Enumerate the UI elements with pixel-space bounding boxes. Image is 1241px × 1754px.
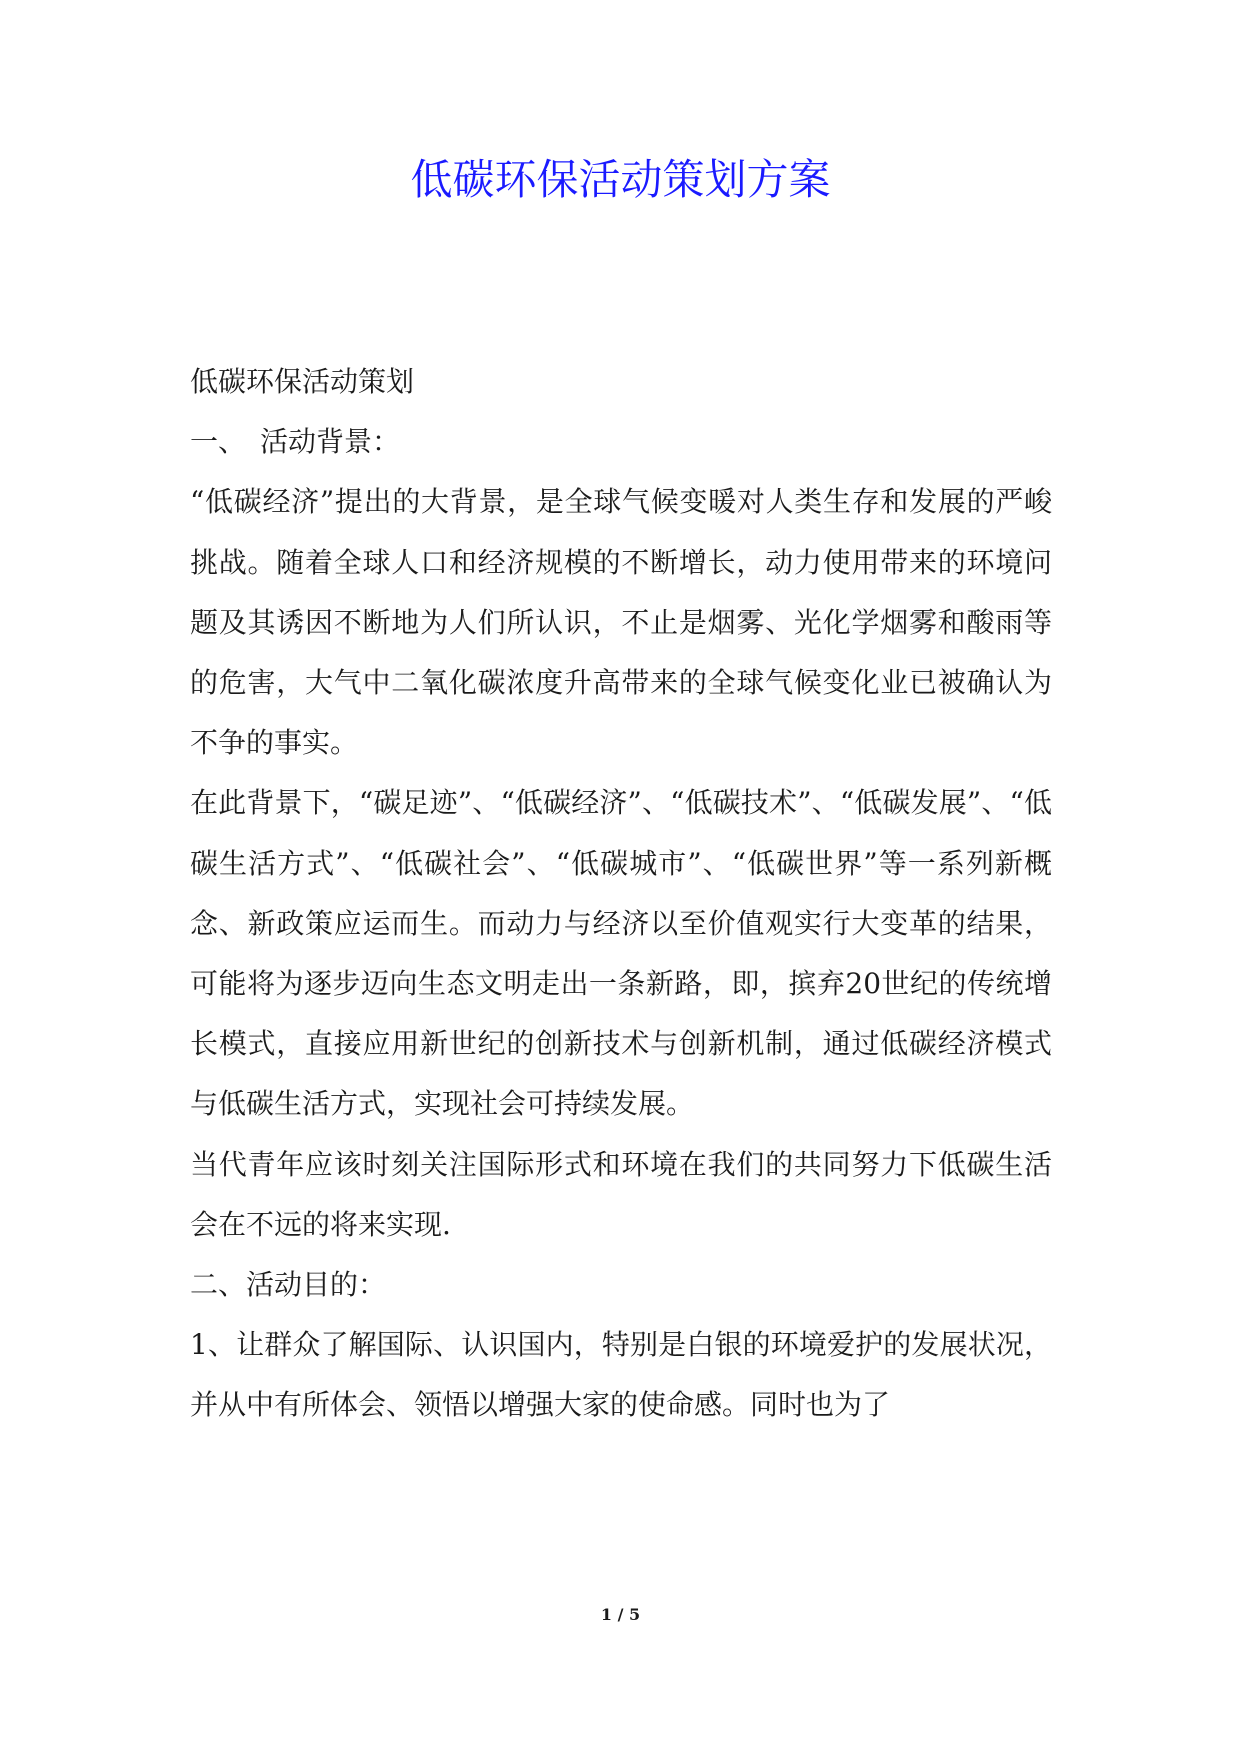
document-title: 低碳环保活动策划方案: [410, 155, 831, 204]
section-heading: 低碳环保活动策划: [190, 365, 415, 398]
body-paragraph: 1、让群众了解国际、认识国内，特别是白银的环境爱护的发展状况，并从中有所体会、领悟以增强大家的使命感。同时也为了: [190, 1328, 1052, 1422]
body-paragraph: “低碳经济”提出的大背景，是全球气候变暖对人类生存和发展的严峻挑战。随着全球人口和经济规模的不断增长，动力使用带来的环境问题及其诱因不断地为人们所认识，不止是烟雾、光化学烟雾和酸雨等的危害，大气中二氧化碳浓度升高带来的全球气候变化业已被确认为不争的事实。: [190, 485, 1052, 760]
body-paragraph: 当代青年应该时刻关注国际形式和环境在我们的共同努力下低碳生活会在不远的将来实现.: [190, 1147, 1052, 1241]
document-body: [190, 352, 1052, 1436]
section-heading: 一、 活动背景：: [190, 425, 401, 459]
page-number: 1 / 5: [600, 1605, 641, 1624]
body-paragraph: 在此背景下，“碳足迹”、“低碳经济”、“低碳技术”、“低碳发展”、“低碳生活方式”、“低碳社会”、“低碳城市”、“低碳世界”等一系列新概念、新政策应运而生。而动力与经济以至价值观实行大变革的结果，可能将为逐步迈向生态文明走出一条新路，即，摈弃20世纪的传统增长模式，直接应用新世纪的创新技术与创新机制，通过低碳经济模式与低碳生活方式，实现社会可持续发展。: [190, 786, 1052, 1121]
section-heading: 二、活动目的：: [190, 1268, 387, 1302]
